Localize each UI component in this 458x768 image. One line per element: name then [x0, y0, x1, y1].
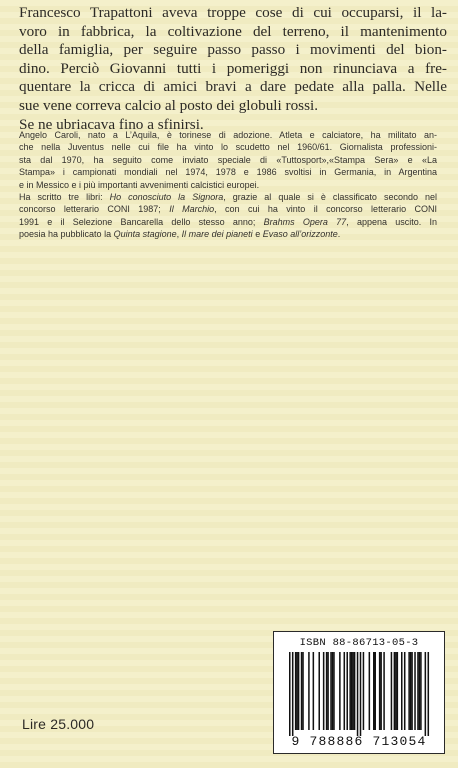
barcode-bar: [346, 652, 348, 730]
barcode-bar: [404, 652, 406, 730]
poetry-title: Il mare dei pianeti: [181, 229, 253, 240]
bio-text: , appena uscito. In: [346, 216, 437, 227]
barcode-bar: [397, 652, 399, 730]
barcode-bar: [302, 652, 304, 730]
blurb-line: voro in fabbrica, la coltivazione del terreno, il mantenimento: [19, 22, 447, 40]
bio-books-intro: Ha scritto tre libri:: [19, 192, 110, 203]
barcode-bar: [301, 652, 303, 730]
barcode-bar: [369, 652, 371, 730]
bio-line: Stampa» i campionati mondiali nel 1974, 1978 e 1986 svoltisi in Germania, in Argentina: [19, 167, 437, 178]
bio-books-line: [19, 191, 437, 203]
bio-text: , grazie al quale si è classificato secondo nel: [223, 192, 438, 203]
bio-line: e in Messico e i più importanti avvenimenti calcistici europei.: [19, 179, 260, 190]
barcode-bar: [339, 652, 341, 730]
isbn-label: ISBN 88-86713-05-3: [299, 637, 419, 649]
barcode-bar: [380, 652, 382, 730]
poetry-title: Quinta stagione: [113, 229, 177, 240]
barcode-bar: [360, 652, 362, 736]
barcode-bar: [354, 652, 356, 730]
barcode-bar: [410, 652, 412, 730]
bio-text: ,: [176, 229, 182, 240]
barcode-bar: [352, 652, 354, 730]
bio-line: che nella Juventus nelle cui file ha vinto lo scudetto nel 1960/61. Giornalista professioni-: [19, 142, 437, 153]
barcode-bar: [374, 652, 376, 730]
bio-books-line: [19, 216, 437, 228]
barcode-bar: [428, 652, 430, 736]
bio-text: poesia ha pubblicato la: [19, 229, 114, 240]
barcode-bar: [308, 652, 310, 730]
bio-text: concorso letterario CONI 1987;: [19, 204, 170, 215]
barcode-bar: [391, 652, 393, 730]
barcode-bar: [326, 652, 328, 730]
barcode-bar: [363, 652, 365, 730]
book-title: Ho conosciuto la Signora: [109, 192, 224, 203]
barcode-bar: [425, 652, 427, 736]
barcode-bar: [419, 652, 421, 730]
price-label: Lire 25.000: [22, 716, 95, 732]
barcode-bar: [332, 652, 334, 730]
barcode-bar: [351, 652, 353, 730]
barcode-bar: [379, 652, 381, 730]
barcode-bar: [298, 652, 300, 730]
barcode-image: [282, 652, 436, 736]
bio-text: 1991 e il Selezione Bancarella dello stesso anno;: [19, 216, 264, 227]
barcode-bar: [417, 652, 419, 730]
barcode-bar: [395, 652, 397, 730]
barcode-bar: [401, 652, 403, 730]
barcode-bar: [394, 652, 396, 730]
barcode-bar: [411, 652, 413, 730]
bio-line: Angelo Caroli, nato a L’Aquila, è torinese di adozione. Atleta e calciatore, ha militato an-: [19, 130, 437, 140]
barcode-bar: [295, 652, 297, 730]
bio-text: .: [337, 229, 341, 240]
barcode-bar: [408, 652, 410, 730]
barcode-box: [273, 631, 445, 754]
barcode-bar: [333, 652, 335, 730]
barcode-bar: [318, 652, 320, 730]
blurb-line: Francesco Trapattoni aveva troppe cose di cui occuparsi, il la-: [19, 4, 447, 21]
barcode-bar: [313, 652, 315, 730]
bio-text: e: [252, 229, 263, 240]
barcode-bar: [330, 652, 332, 730]
barcode-bar: [357, 652, 359, 736]
blurb-line: quentare la cricca di amici bravi a dare pedate alla palla. Nelle: [19, 78, 447, 96]
bio-poetry-line: [19, 228, 437, 240]
author-bio: [19, 129, 437, 241]
barcode-bar: [420, 652, 422, 730]
poetry-title: Evaso all’orizzonte: [262, 229, 338, 240]
ean-digits: 9 788886 713054: [291, 734, 427, 749]
bio-text: , con cui ha vinto il concorso letterario CONI: [214, 204, 437, 215]
blurb-line: Se ne ubriacava fino a sfinirsi.: [19, 115, 204, 133]
barcode-bar: [414, 652, 416, 730]
blurb-line: sue vene correva calcio al posto dei globuli rossi.: [19, 96, 319, 114]
bio-books-line: [19, 203, 437, 215]
book-title: Il Marchio: [169, 204, 215, 215]
barcode-bar: [373, 652, 375, 730]
bio-line: sta dal 1970, ha seguito come inviato speciale di «Tuttosport»,«Stampa Sera» e «La: [19, 154, 437, 165]
barcode-bar: [323, 652, 325, 730]
book-title: Brahms Opera 77: [263, 216, 347, 227]
blurb-line: della famiglia, per seguire passo passo i movimenti del bion-: [19, 41, 447, 59]
barcode-bar: [349, 652, 351, 730]
barcode-bar: [292, 652, 294, 736]
barcode-bar: [383, 652, 385, 730]
barcode-bar: [289, 652, 291, 736]
blurb-line: dino. Perciò Giovanni tutti i pomeriggi non rinunciava a fre-: [19, 59, 447, 77]
barcode-bar: [344, 652, 346, 730]
blurb-text: [19, 4, 447, 134]
barcode-bar: [296, 652, 298, 730]
barcode-bar: [327, 652, 329, 730]
